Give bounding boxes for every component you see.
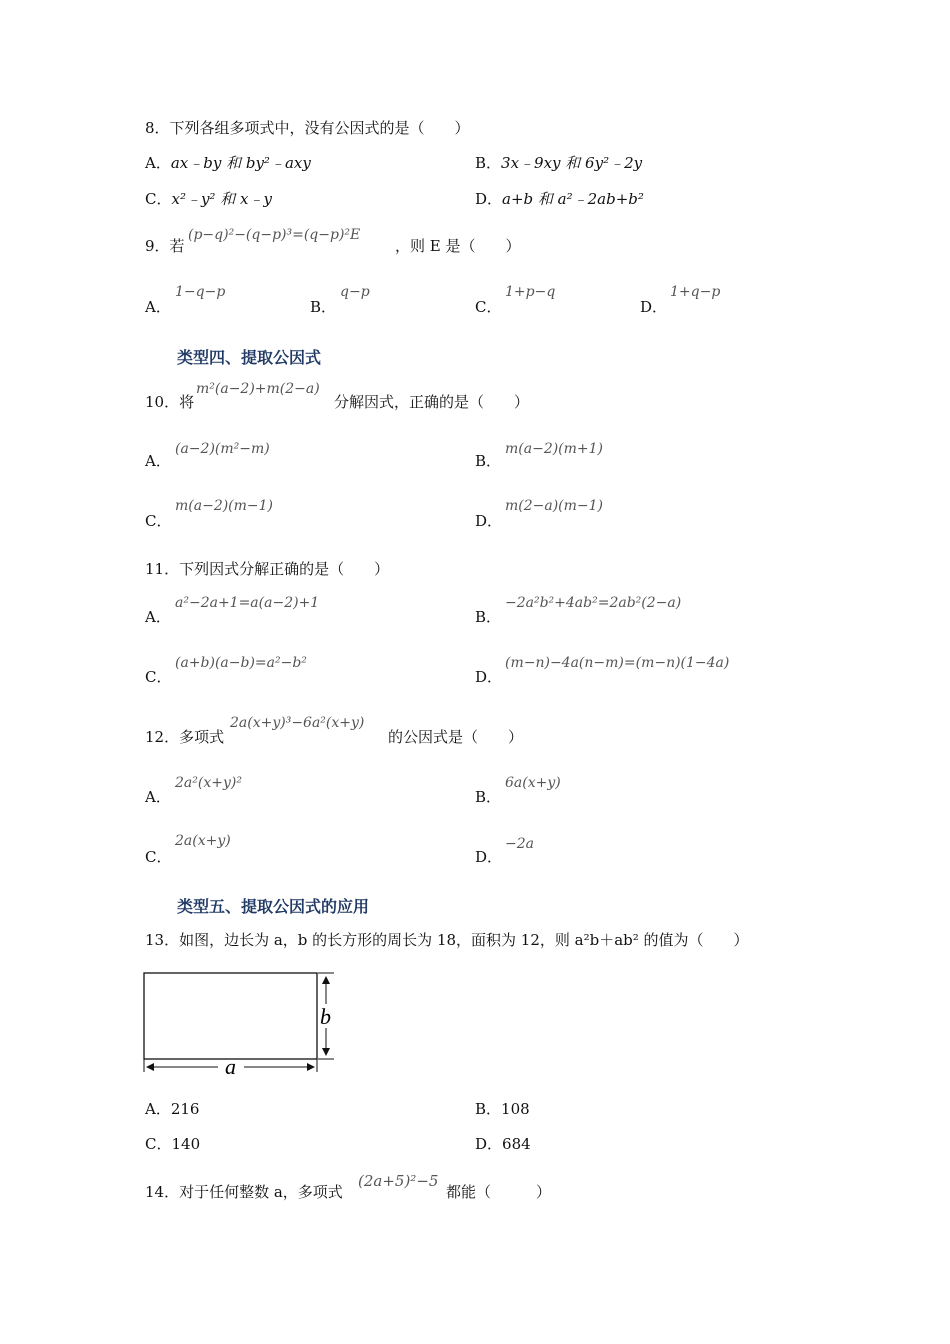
q9-option-c-label[interactable]: C． (475, 298, 502, 316)
section-heading-4: 类型四、提取公因式 (177, 348, 322, 367)
q13-option-a[interactable]: A．216 (145, 1100, 200, 1118)
q12-option-d-text: −2a (505, 836, 534, 852)
q11-option-a-label[interactable]: A． (145, 608, 171, 626)
q9-suffix: ，则 E 是（ ） (395, 237, 521, 255)
label-b: b (320, 1004, 331, 1029)
q12-formula: 2a(x+y)³−6a²(x+y) (230, 715, 365, 731)
q8-option-a[interactable]: A．ax﹣by 和 by²﹣axy (145, 154, 311, 172)
q11-option-b-label[interactable]: B． (475, 608, 502, 626)
q10-suffix: 分解因式，正确的是（ ） (334, 393, 530, 411)
q10-option-d-label[interactable]: D． (475, 512, 503, 530)
q10-option-b-text: m(a−2)(m+1) (505, 441, 604, 457)
q11-option-c-text: (a+b)(a−b)=a²−b² (175, 655, 307, 671)
q9-option-a-label[interactable]: A． (145, 298, 171, 316)
q10-option-c-label[interactable]: C． (145, 512, 172, 530)
q10-formula: m²(a−2)+m(2−a) (196, 381, 320, 397)
q9-option-b-text: q−p (340, 284, 370, 300)
label-a: a (225, 1054, 236, 1079)
q14-suffix: 都能（ ） (446, 1183, 552, 1201)
section-heading-5: 类型五、提取公因式的应用 (177, 897, 370, 916)
q9-option-d-text: 1+q−p (670, 284, 721, 300)
q9-option-c-text: 1+p−q (505, 284, 556, 300)
q10-option-d-text: m(2−a)(m−1) (505, 498, 604, 514)
q14-prefix: 14．对于任何整数 a，多项式 (145, 1183, 343, 1201)
q12-suffix: 的公因式是（ ） (388, 728, 524, 746)
q12-prefix: 12．多项式 (145, 728, 225, 746)
q11-option-c-label[interactable]: C． (145, 668, 172, 686)
q8-option-b[interactable]: B．3x﹣9xy 和 6y²﹣2y (475, 154, 643, 172)
q11-option-d-label[interactable]: D． (475, 668, 503, 686)
q14-formula: (2a+5)²−5 (358, 1172, 439, 1190)
q9-option-d-label[interactable]: D． (640, 298, 668, 316)
q8-option-d[interactable]: D．a+b 和 a²﹣2ab+b² (475, 190, 644, 208)
q8-stem: 8．下列各组多项式中，没有公因式的是（ ） (145, 119, 470, 137)
q13-stem: 13．如图，边长为 a，b 的长方形的周长为 18，面积为 12，则 a²b＋ab² 的值为（ ） (145, 931, 749, 949)
rectangle (144, 973, 317, 1059)
q10-option-a-label[interactable]: A． (145, 452, 171, 470)
q8-option-c[interactable]: C．x²﹣y² 和 x﹣y (145, 190, 272, 208)
q11-option-b-text: −2a²b²+4ab²=2ab²(2−a) (505, 595, 682, 611)
q9-option-a-text: 1−q−p (175, 284, 226, 300)
q9-prefix: 9．若 (145, 237, 185, 255)
q10-option-c-text: m(a−2)(m−1) (175, 498, 274, 514)
q12-option-b-text: 6a(x+y) (505, 775, 561, 791)
q10-option-a-text: (a−2)(m²−m) (175, 441, 270, 457)
q11-stem: 11．下列因式分解正确的是（ ） (145, 560, 390, 578)
q10-option-b-label[interactable]: B． (475, 452, 502, 470)
q12-option-a-text: 2a²(x+y)² (175, 775, 242, 791)
q12-option-d-label[interactable]: D． (475, 848, 503, 866)
q11-option-d-text: (m−n)−4a(n−m)=(m−n)(1−4a) (505, 655, 730, 671)
q9-option-b-label[interactable]: B． (310, 298, 337, 316)
q11-option-a-text: a²−2a+1=a(a−2)+1 (175, 595, 320, 611)
q12-option-b-label[interactable]: B． (475, 788, 502, 806)
q10-prefix: 10．将 (145, 393, 195, 411)
q12-option-a-label[interactable]: A． (145, 788, 171, 806)
q12-option-c-text: 2a(x+y) (175, 833, 231, 849)
q12-option-c-label[interactable]: C． (145, 848, 172, 866)
q13-option-c[interactable]: C．140 (145, 1135, 201, 1153)
q13-rectangle-figure (138, 966, 348, 1082)
q13-option-d[interactable]: D．684 (475, 1135, 531, 1153)
q9-formula: (p−q)²−(q−p)³=(q−p)²E (188, 227, 361, 243)
q13-option-b[interactable]: B．108 (475, 1100, 530, 1118)
